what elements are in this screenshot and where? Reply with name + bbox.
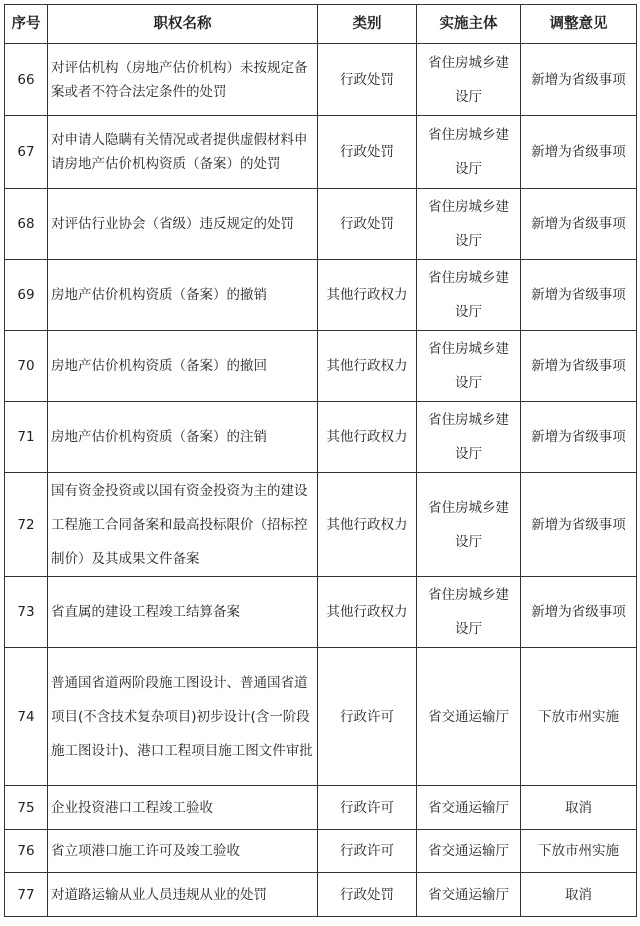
row-body: 省交通运输厅 — [417, 786, 521, 830]
row-opinion: 新增为省级事项 — [521, 473, 637, 577]
row-category: 行政处罚 — [318, 873, 417, 917]
table-row — [5, 873, 637, 917]
row-name: 省直属的建设工程竣工结算备案 — [48, 577, 318, 648]
header-body: 实施主体 — [417, 5, 521, 44]
row-category: 其他行政权力 — [318, 402, 417, 473]
row-opinion: 取消 — [521, 786, 637, 830]
row-category: 行政处罚 — [318, 116, 417, 189]
row-no: 71 — [5, 402, 48, 473]
row-opinion: 新增为省级事项 — [521, 577, 637, 648]
row-category: 其他行政权力 — [318, 473, 417, 577]
row-name: 省立项港口施工许可及竣工验收 — [48, 830, 318, 873]
row-body: 省交通运输厅 — [417, 873, 521, 917]
row-body: 省交通运输厅 — [417, 830, 521, 873]
row-category: 其他行政权力 — [318, 577, 417, 648]
row-body-text: 省住房城乡建设厅 — [428, 54, 509, 105]
row-body-text: 省住房城乡建设厅 — [428, 270, 509, 320]
row-category: 其他行政权力 — [318, 331, 417, 402]
row-body-text: 省住房城乡建设厅 — [428, 499, 509, 550]
row-body-text: 省住房城乡建设厅 — [428, 412, 509, 462]
row-no: 72 — [5, 473, 48, 577]
row-category: 行政许可 — [318, 830, 417, 873]
row-category: 行政许可 — [318, 648, 417, 786]
row-name: 企业投资港口工程竣工验收 — [48, 786, 318, 830]
row-no: 67 — [5, 116, 48, 189]
row-body — [417, 402, 521, 473]
row-name: 房地产估价机构资质（备案）的注销 — [48, 402, 318, 473]
row-body — [417, 189, 521, 260]
header-category: 类别 — [318, 5, 417, 44]
row-opinion: 新增为省级事项 — [521, 189, 637, 260]
table-row — [5, 830, 637, 873]
table-row — [5, 577, 637, 648]
row-body — [417, 116, 521, 189]
row-body-text: 省住房城乡建设厅 — [428, 341, 509, 391]
powers-table — [4, 4, 637, 917]
row-name: 对评估行业协会（省级）违反规定的处罚 — [48, 189, 318, 260]
row-body — [417, 577, 521, 648]
row-name: 对申请人隐瞒有关情况或者提供虚假材料申请房地产估价机构资质（备案）的处罚 — [48, 116, 318, 189]
row-category: 行政许可 — [318, 786, 417, 830]
row-opinion: 新增为省级事项 — [521, 331, 637, 402]
row-category: 其他行政权力 — [318, 260, 417, 331]
row-body-text: 省住房城乡建设厅 — [428, 199, 509, 249]
table-row — [5, 44, 637, 116]
row-body: 省交通运输厅 — [417, 648, 521, 786]
row-body — [417, 473, 521, 577]
header-name: 职权名称 — [48, 5, 318, 44]
table-row — [5, 473, 637, 577]
header-opinion: 调整意见 — [521, 5, 637, 44]
table-row — [5, 331, 637, 402]
row-body-text: 省住房城乡建设厅 — [428, 587, 509, 637]
row-category: 行政处罚 — [318, 189, 417, 260]
table-row — [5, 786, 637, 830]
row-opinion: 新增为省级事项 — [521, 44, 637, 116]
table-row — [5, 260, 637, 331]
row-no: 74 — [5, 648, 48, 786]
row-no: 77 — [5, 873, 48, 917]
row-no: 76 — [5, 830, 48, 873]
row-body — [417, 331, 521, 402]
row-no: 66 — [5, 44, 48, 116]
table-row — [5, 189, 637, 260]
row-opinion: 下放市州实施 — [521, 830, 637, 873]
row-body — [417, 260, 521, 331]
row-category: 行政处罚 — [318, 44, 417, 116]
row-opinion: 取消 — [521, 873, 637, 917]
row-body-text: 省住房城乡建设厅 — [428, 127, 509, 177]
header-no: 序号 — [5, 5, 48, 44]
row-no: 68 — [5, 189, 48, 260]
row-no: 75 — [5, 786, 48, 830]
row-opinion: 新增为省级事项 — [521, 260, 637, 331]
row-name: 房地产估价机构资质（备案）的撤回 — [48, 331, 318, 402]
table-row — [5, 116, 637, 189]
row-no: 69 — [5, 260, 48, 331]
table-header-row — [5, 5, 637, 44]
row-name: 普通国省道两阶段施工图设计、普通国省道项目(不含技术复杂项目)初步设计(含一阶段施工图设计)、港口工程项目施工图文件审批 — [48, 648, 318, 786]
row-name: 对道路运输从业人员违规从业的处罚 — [48, 873, 318, 917]
row-name: 对评估机构（房地产估价机构）未按规定备案或者不符合法定条件的处罚 — [48, 44, 318, 116]
table-row — [5, 648, 637, 786]
table-row — [5, 402, 637, 473]
row-opinion: 新增为省级事项 — [521, 116, 637, 189]
row-opinion: 下放市州实施 — [521, 648, 637, 786]
row-name: 房地产估价机构资质（备案）的撤销 — [48, 260, 318, 331]
row-no: 73 — [5, 577, 48, 648]
row-no: 70 — [5, 331, 48, 402]
row-body — [417, 44, 521, 116]
row-opinion: 新增为省级事项 — [521, 402, 637, 473]
row-name: 国有资金投资或以国有资金投资为主的建设工程施工合同备案和最高投标限价（招标控制价）及其成果文件备案 — [48, 473, 318, 577]
